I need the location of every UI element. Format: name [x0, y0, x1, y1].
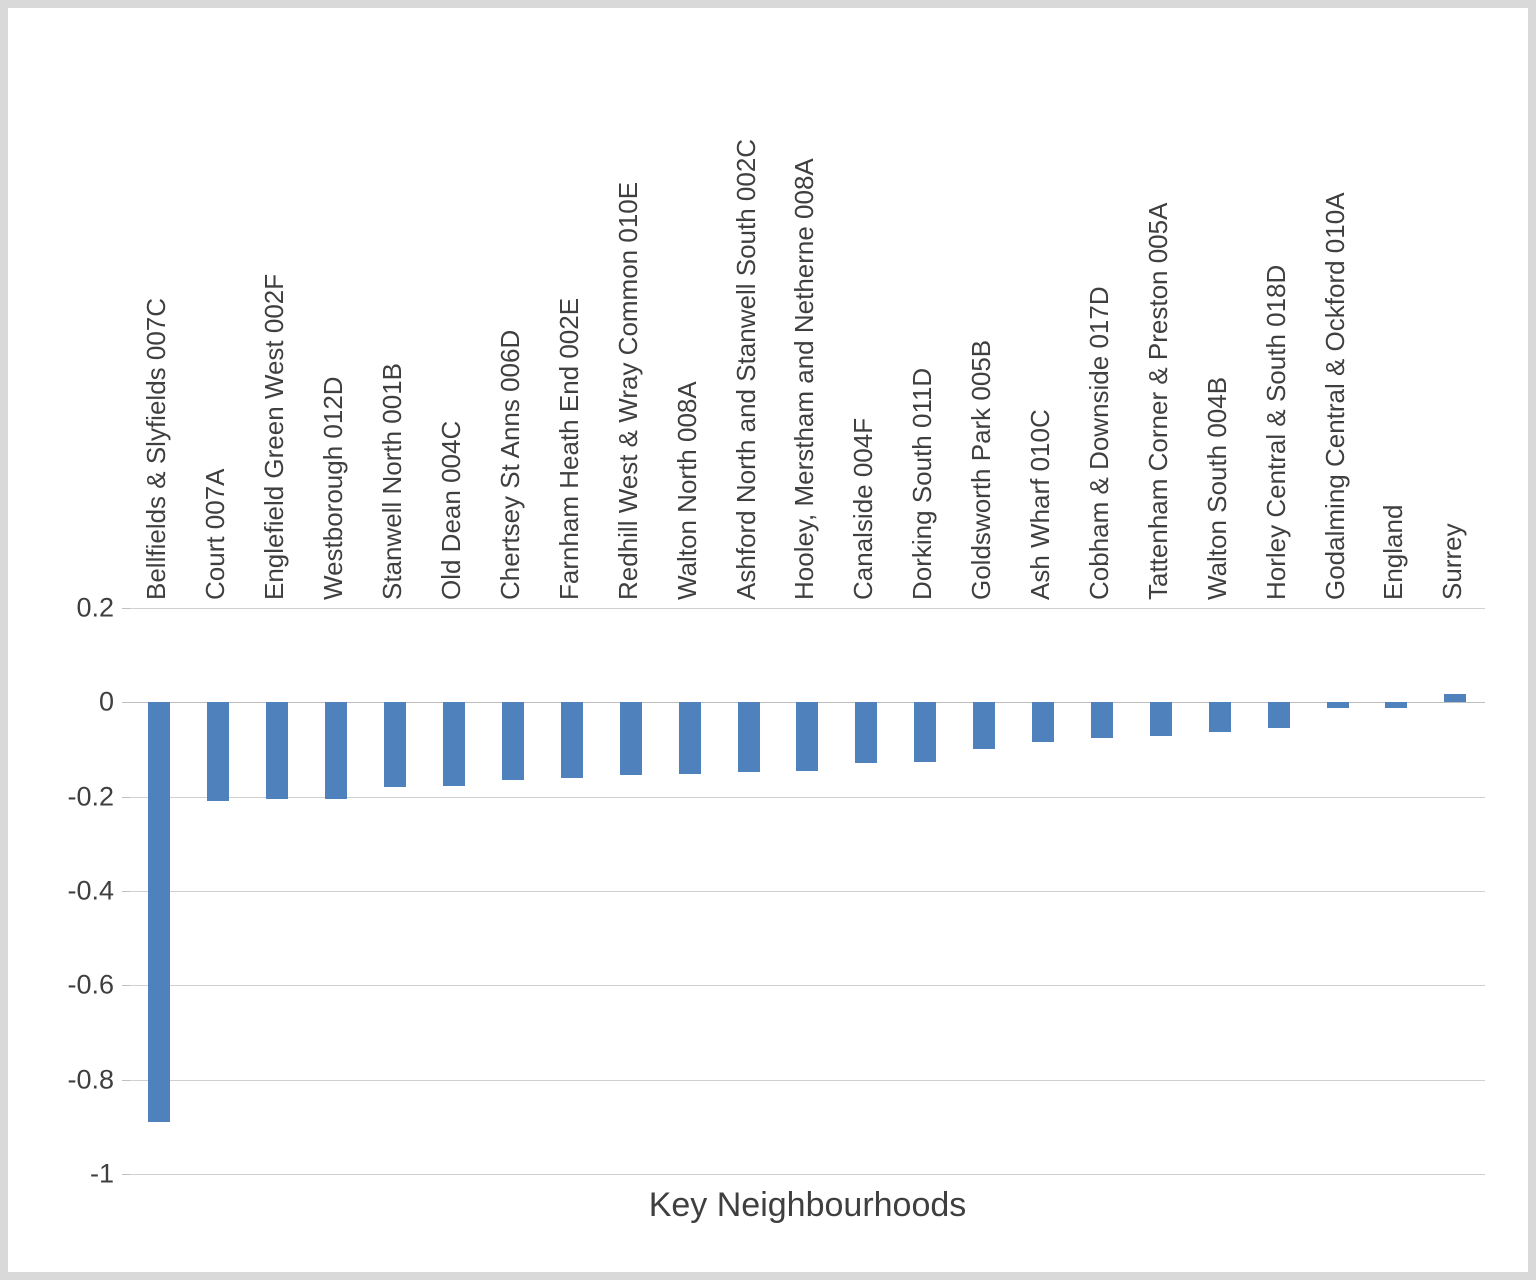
bar: [1268, 702, 1290, 728]
y-axis-tick: [122, 985, 130, 986]
category-slot: [955, 8, 1014, 606]
category-label: Ash Wharf 010C: [1025, 409, 1056, 600]
y-axis-tick-label: -0.4: [67, 875, 114, 906]
bar: [561, 702, 583, 777]
bar: [1327, 702, 1349, 708]
bar: [1032, 702, 1054, 742]
bar-slot: [248, 608, 307, 1174]
bar: [502, 702, 524, 780]
bar-slot: [189, 608, 248, 1174]
category-label: Bellfields & Slyfields 007C: [141, 297, 172, 600]
bar-slot: [366, 608, 425, 1174]
category-label: Surrey: [1437, 523, 1468, 600]
y-axis-tick: [122, 702, 130, 703]
bar: [1150, 702, 1172, 736]
bar-slot: [483, 608, 542, 1174]
category-label: Dorking South 011D: [907, 367, 938, 600]
category-slot: [1367, 8, 1426, 606]
bar-slot: [1073, 608, 1132, 1174]
category-label: Redhill West & Wray Common 010E: [612, 181, 643, 600]
category-label: Walton South 004B: [1201, 376, 1232, 600]
x-axis-category-labels: [130, 8, 1485, 606]
bar: [443, 702, 465, 786]
category-label: Tattenham Corner & Preston 005A: [1142, 202, 1173, 600]
bar: [679, 702, 701, 774]
bar-slot: [542, 608, 601, 1174]
category-slot: [1190, 8, 1249, 606]
y-axis-tick: [122, 797, 130, 798]
bar-slot: [307, 608, 366, 1174]
category-label: Canalside 004F: [848, 417, 879, 600]
bar-slot: [896, 608, 955, 1174]
category-slot: [307, 8, 366, 606]
bar: [1209, 702, 1231, 731]
gridline: [130, 1174, 1485, 1175]
bar-slot: [955, 608, 1014, 1174]
y-axis-tick: [122, 1080, 130, 1081]
bar: [855, 702, 877, 762]
category-slot: [1426, 8, 1485, 606]
category-label: Godalming Central & Ockford 010A: [1319, 192, 1350, 600]
bar-slot: [778, 608, 837, 1174]
plot-area: [67, 592, 1485, 1189]
bar: [914, 702, 936, 761]
category-label: England: [1378, 504, 1409, 600]
bar: [148, 702, 170, 1122]
category-label: Ashford North and Stanwell South 002C: [730, 138, 761, 600]
category-slot: [778, 8, 837, 606]
category-slot: [1073, 8, 1132, 606]
category-label: Goldsworth Park 005B: [966, 339, 997, 600]
bar-slot: [1190, 608, 1249, 1174]
category-label: Old Dean 004C: [435, 420, 466, 600]
bar-slot: [1367, 608, 1426, 1174]
y-axis-tick: [122, 891, 130, 892]
x-axis-title: Key Neighbourhoods: [648, 1186, 967, 1224]
category-label: Walton North 008A: [671, 381, 702, 600]
category-slot: [1308, 8, 1367, 606]
bar: [973, 702, 995, 749]
category-label: Chertsey St Anns 006D: [494, 329, 525, 600]
bar-slot: [1014, 608, 1073, 1174]
bar-series: [130, 608, 1485, 1174]
bar: [1091, 702, 1113, 737]
bar-slot: [1131, 608, 1190, 1174]
bar-slot: [1249, 608, 1308, 1174]
category-slot: [130, 8, 189, 606]
category-slot: [719, 8, 778, 606]
y-axis-tick-label: -0.8: [67, 1064, 114, 1095]
category-slot: [483, 8, 542, 606]
y-axis-tick-label: -0.6: [67, 969, 114, 1000]
bar: [738, 702, 760, 772]
bar-slot: [1308, 608, 1367, 1174]
category-label: Westborough 012D: [318, 376, 349, 600]
category-label: Hooley, Merstham and Netherne 008A: [789, 158, 820, 600]
bar: [620, 702, 642, 775]
bar: [266, 702, 288, 799]
bar-slot: [719, 608, 778, 1174]
bar: [1385, 702, 1407, 708]
bar-slot: [425, 608, 484, 1174]
y-axis-tick-label: -0.2: [67, 781, 114, 812]
category-slot: [1131, 8, 1190, 606]
bar: [207, 702, 229, 801]
bar-slot: [837, 608, 896, 1174]
y-axis-tick: [122, 1174, 130, 1175]
category-slot: [248, 8, 307, 606]
bar-slot: [130, 608, 189, 1174]
category-label: Court 007A: [200, 468, 231, 600]
category-slot: [189, 8, 248, 606]
category-label: Horley Central & South 018D: [1260, 264, 1291, 600]
category-label: Englefield Green West 002F: [259, 273, 290, 600]
y-axis-tick-label: 0: [98, 686, 114, 717]
bar: [796, 702, 818, 771]
category-label: Stanwell North 001B: [377, 362, 408, 600]
category-label: Farnham Heath End 002E: [553, 297, 584, 600]
category-slot: [542, 8, 601, 606]
category-slot: [425, 8, 484, 606]
bar-slot: [660, 608, 719, 1174]
category-slot: [896, 8, 955, 606]
bar: [1444, 694, 1466, 702]
category-slot: [660, 8, 719, 606]
y-axis-tick-label: 0.2: [76, 592, 114, 623]
y-axis-tick-label: -1: [89, 1158, 114, 1189]
category-slot: [837, 8, 896, 606]
category-slot: [601, 8, 660, 606]
category-label: Cobham & Downside 017D: [1083, 286, 1114, 600]
bar: [325, 702, 347, 799]
bar-slot: [601, 608, 660, 1174]
category-slot: [1249, 8, 1308, 606]
category-slot: [366, 8, 425, 606]
bar-slot: [1426, 608, 1485, 1174]
category-slot: [1014, 8, 1073, 606]
chart-container: [8, 8, 1528, 1272]
bar: [384, 702, 406, 787]
y-axis-tick: [122, 608, 130, 609]
